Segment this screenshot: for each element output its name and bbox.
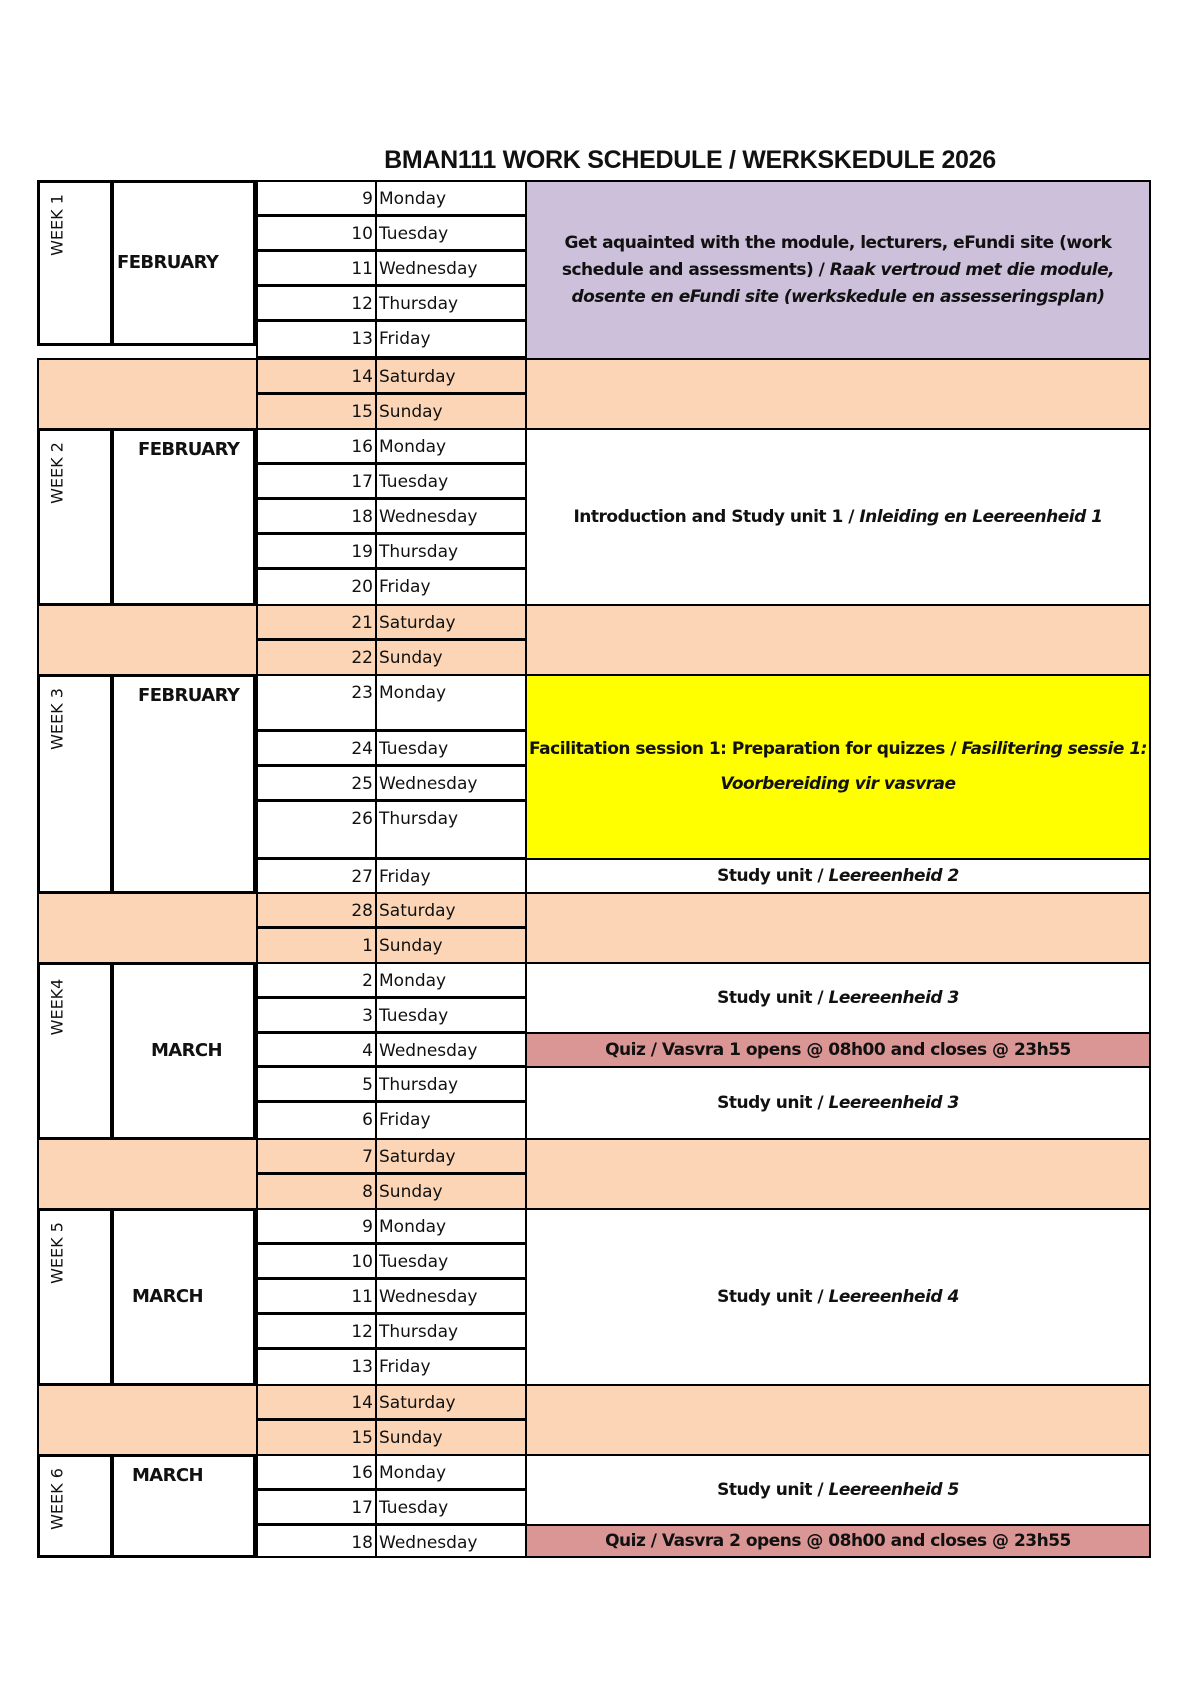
day-number: 18 [256, 498, 377, 534]
activity-text-af: Leereenheid 4 [828, 1286, 959, 1307]
activity-text-af: Leereenheid 2 [828, 865, 959, 886]
day-name: Friday [375, 568, 527, 606]
day-number: 16 [256, 1454, 377, 1490]
activity-text: Study unit / [717, 1092, 829, 1113]
day-number: 15 [256, 393, 377, 430]
day-name: Saturday [375, 892, 527, 928]
quiz-text: Quiz / Vasvra 1 opens @ 08h00 and closes @ 23h55 [605, 1039, 1071, 1060]
activity-text: Get aquainted with the module, lecturers, eFundi site (work schedule and assessments) / [561, 232, 1112, 280]
day-name: Wednesday [375, 1524, 527, 1558]
month-label: FEBRUARY [117, 252, 219, 273]
day-name: Tuesday [375, 730, 527, 766]
day-name: Monday [375, 674, 527, 731]
day-name: Friday [375, 320, 527, 358]
day-number: 21 [256, 604, 377, 640]
day-number: 14 [256, 1384, 377, 1420]
day-name: Sunday [375, 1419, 527, 1456]
day-number: 14 [256, 358, 377, 394]
day-number: 11 [256, 1278, 377, 1314]
activity-cell-study-unit-3 [525, 1066, 1151, 1140]
day-number: 10 [256, 1243, 377, 1279]
quiz-2-cell [525, 1524, 1151, 1558]
month-cell [111, 962, 256, 1140]
weekend-activity-cell [525, 1384, 1151, 1456]
activity-text: Study unit / [717, 1286, 829, 1307]
week-cell [37, 674, 113, 894]
day-name: Sunday [375, 639, 527, 676]
day-name: Tuesday [375, 1489, 527, 1525]
day-number: 8 [256, 1173, 377, 1210]
month-cell [111, 1208, 256, 1386]
day-name: Thursday [375, 285, 527, 321]
day-number: 16 [256, 428, 377, 464]
week-label: WEEK4 [47, 978, 67, 1036]
day-name: Wednesday [375, 498, 527, 534]
activity-cell-facilitation [525, 674, 1151, 860]
day-number: 3 [256, 997, 377, 1033]
day-name: Wednesday [375, 765, 527, 801]
day-number: 17 [256, 1489, 377, 1525]
activity-text-af: Leereenheid 3 [828, 1092, 959, 1113]
schedule-table [37, 180, 1151, 1558]
week-cell [37, 1454, 113, 1558]
day-number: 2 [256, 962, 377, 998]
week-label: WEEK 2 [47, 442, 67, 504]
quiz-text: Quiz / Vasvra 2 opens @ 08h00 and closes @ 23h55 [605, 1530, 1071, 1551]
day-name: Monday [375, 180, 527, 216]
day-name: Monday [375, 428, 527, 464]
week-label: WEEK 3 [47, 688, 67, 750]
day-name: Sunday [375, 393, 527, 430]
day-name: Wednesday [375, 1278, 527, 1314]
activity-text: Study unit / [717, 865, 829, 886]
day-number: 18 [256, 1524, 377, 1558]
month-cell [111, 674, 256, 894]
activity-text-af: Leereenheid 3 [828, 987, 959, 1008]
day-number: 27 [256, 858, 377, 894]
day-name: Friday [375, 1101, 527, 1140]
day-name: Saturday [375, 358, 527, 394]
day-number: 9 [256, 180, 377, 216]
weekend-spacer [37, 1138, 258, 1210]
activity-text: Facilitation session 1: Preparation for quizzes / [529, 739, 962, 759]
day-number: 7 [256, 1138, 377, 1174]
day-name: Saturday [375, 604, 527, 640]
weekend-activity-cell [525, 1138, 1151, 1210]
day-name: Saturday [375, 1138, 527, 1174]
day-name: Tuesday [375, 463, 527, 499]
day-name: Tuesday [375, 215, 527, 251]
week-cell [37, 962, 113, 1140]
month-cell [111, 180, 256, 346]
day-name: Thursday [375, 1066, 527, 1102]
day-number: 13 [256, 1348, 377, 1386]
weekend-activity-cell [525, 358, 1151, 430]
activity-text: Study unit / [717, 1479, 829, 1500]
week-cell [37, 1208, 113, 1386]
activity-cell-study-unit-3 [525, 962, 1151, 1034]
weekend-activity-cell [525, 892, 1151, 964]
week-label: WEEK 1 [47, 194, 67, 256]
day-name: Wednesday [375, 250, 527, 286]
day-name: Monday [375, 962, 527, 998]
day-number: 25 [256, 765, 377, 801]
activity-text-af: Inleiding en Leereenheid 1 [859, 506, 1103, 527]
day-number: 28 [256, 892, 377, 928]
activity-text-af: Raak vertroud met die module, dosente en eFundi site (werkskedule en assesseringsplan) [571, 259, 1115, 307]
day-number: 23 [256, 674, 377, 731]
activity-text: Study unit / [717, 987, 829, 1008]
activity-cell-intro [525, 180, 1151, 360]
day-name: Tuesday [375, 997, 527, 1033]
month-label: MARCH [151, 1040, 222, 1061]
activity-cell-study-unit-5 [525, 1454, 1151, 1526]
day-number: 24 [256, 730, 377, 766]
day-number: 12 [256, 285, 377, 321]
day-number: 10 [256, 215, 377, 251]
day-name: Thursday [375, 533, 527, 569]
day-name: Sunday [375, 1173, 527, 1210]
day-name: Thursday [375, 800, 527, 859]
month-cell [111, 428, 256, 606]
month-label: MARCH [132, 1286, 203, 1307]
day-name: Friday [375, 1348, 527, 1386]
day-number: 26 [256, 800, 377, 859]
day-name: Saturday [375, 1384, 527, 1420]
day-number: 13 [256, 320, 377, 358]
day-number: 11 [256, 250, 377, 286]
activity-text-af: Leereenheid 5 [828, 1479, 959, 1500]
day-name: Wednesday [375, 1032, 527, 1067]
day-number: 17 [256, 463, 377, 499]
day-name: Sunday [375, 927, 527, 964]
activity-cell-study-unit-2 [525, 858, 1151, 894]
month-cell [111, 1454, 256, 1558]
day-name: Monday [375, 1454, 527, 1490]
activity-cell-study-unit-4 [525, 1208, 1151, 1386]
activity-text: Introduction and Study unit 1 / [573, 506, 860, 527]
month-label: FEBRUARY [138, 439, 240, 460]
weekend-spacer [37, 892, 258, 964]
day-name: Friday [375, 858, 527, 894]
weekend-spacer [37, 604, 258, 676]
week-cell [37, 180, 113, 346]
month-label: MARCH [132, 1465, 203, 1486]
quiz-1-cell [525, 1032, 1151, 1068]
week-cell [37, 428, 113, 606]
day-number: 4 [256, 1032, 377, 1067]
weekend-activity-cell [525, 604, 1151, 676]
activity-cell-study-unit-1 [525, 428, 1151, 606]
page-title: BMAN111 WORK SCHEDULE / WERKSKEDULE 2026 [384, 146, 996, 174]
day-number: 19 [256, 533, 377, 569]
day-name: Thursday [375, 1313, 527, 1349]
weekend-spacer [37, 358, 258, 430]
day-number: 6 [256, 1101, 377, 1140]
activity-text-af: Fasilitering sessie 1: Voorbereiding vir vasvrae [720, 739, 1147, 794]
day-number: 15 [256, 1419, 377, 1456]
day-number: 1 [256, 927, 377, 964]
day-name: Tuesday [375, 1243, 527, 1279]
day-number: 9 [256, 1208, 377, 1244]
day-number: 22 [256, 639, 377, 676]
weekend-spacer [37, 1384, 258, 1456]
month-label: FEBRUARY [138, 685, 240, 706]
day-number: 5 [256, 1066, 377, 1102]
day-number: 20 [256, 568, 377, 606]
week-label: WEEK 6 [47, 1468, 67, 1530]
day-name: Monday [375, 1208, 527, 1244]
day-number: 12 [256, 1313, 377, 1349]
week-label: WEEK 5 [47, 1222, 67, 1284]
